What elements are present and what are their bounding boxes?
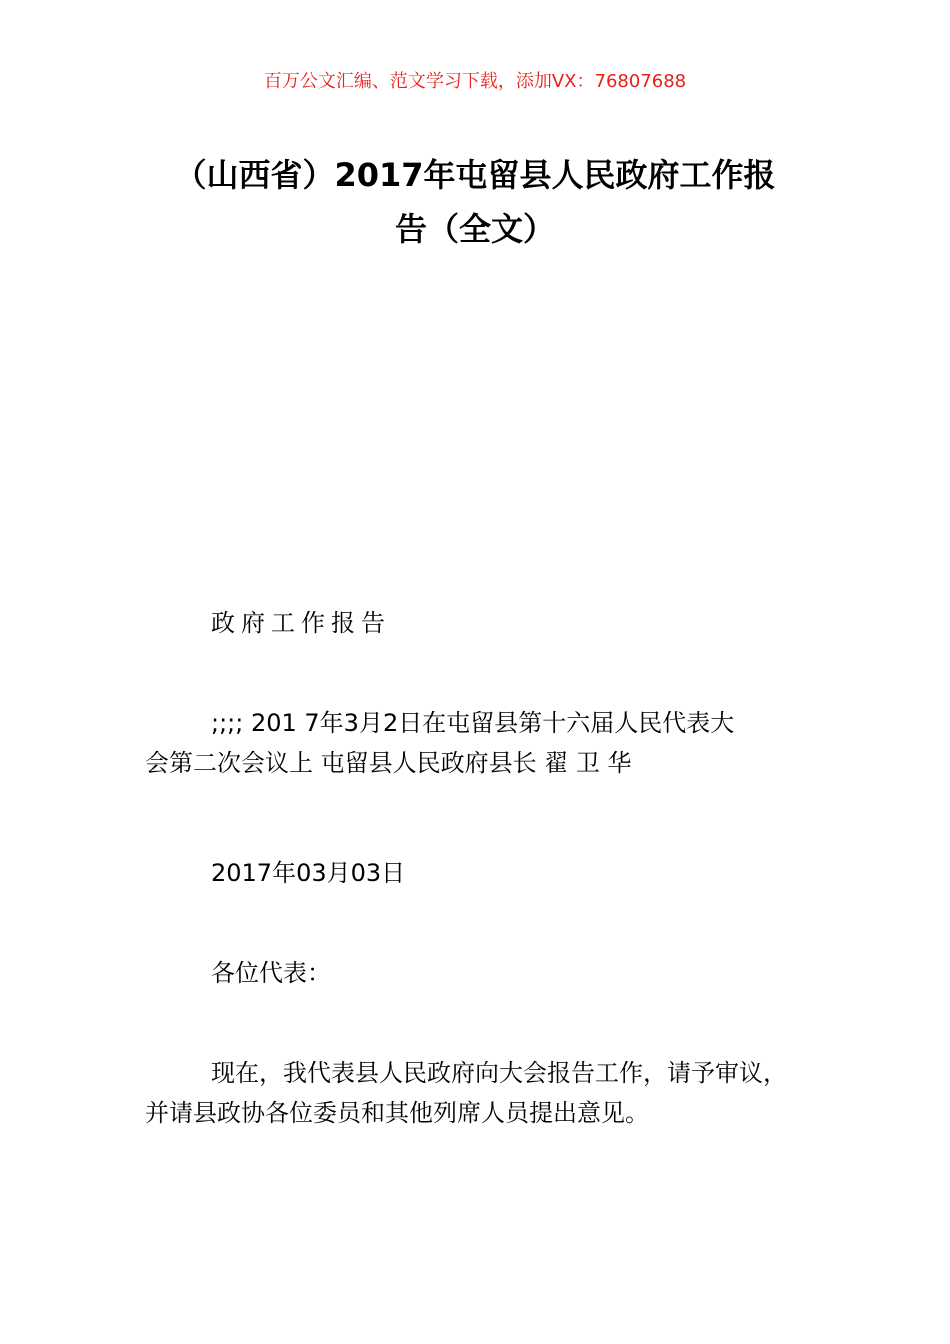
document-title	[130, 148, 820, 256]
salutation	[145, 953, 835, 993]
meeting-info-line-1: ;;;; 201 7年3月2日在屯留县第十六届人民代表大	[211, 709, 735, 737]
report-date	[145, 853, 835, 893]
intro-paragraph	[145, 1053, 835, 1133]
report-heading	[145, 603, 835, 643]
intro-line-2: 并请县政协各位委员和其他列席人员提出意见。	[145, 1099, 649, 1127]
report-date-text: 2017年03月03日	[211, 859, 406, 887]
intro-line-1: 现在，我代表县人民政府向大会报告工作，请予审议，	[211, 1059, 787, 1087]
watermark-banner: 百万公文汇编、范文学习下载，添加VX：76807688	[263, 71, 687, 92]
title-line-2: 告（全文）	[394, 210, 555, 248]
salutation-text: 各位代表：	[211, 959, 331, 987]
title-line-1: （山西省）2017年屯留县人民政府工作报	[174, 156, 776, 194]
meeting-info-line-2: 会第二次会议上 屯留县人民政府县长 翟 卫 华	[145, 749, 632, 777]
meeting-info-paragraph	[145, 703, 835, 783]
report-heading-text: 政府工作报告	[211, 609, 391, 637]
